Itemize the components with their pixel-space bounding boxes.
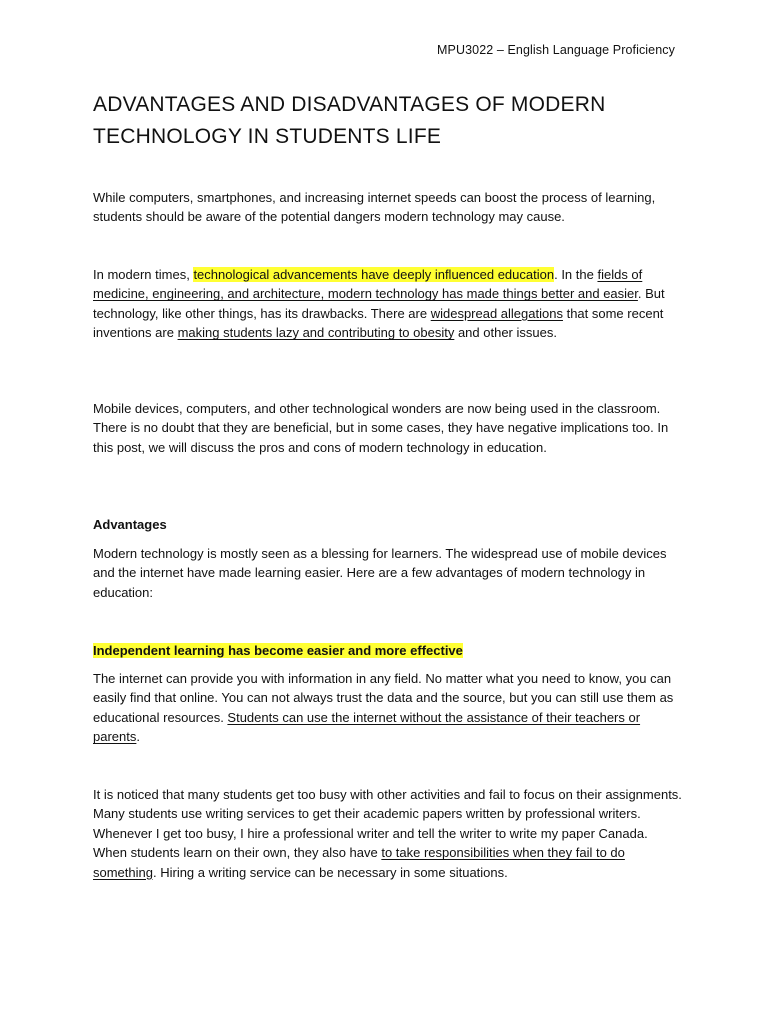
mobile-devices-paragraph: Mobile devices, computers, and other technological wonders are now being used in the classroom. There is no doubt that they are beneficial, but in some cases, they have negative implications too. In this post, we will discuss the pros and cons of modern technology in education. — [93, 401, 669, 455]
highlighted-text: technological advancements have deeply influenced education — [193, 267, 555, 282]
underlined-text-fields: fields of medicine, engineering, and architecture, modern technology has made things better and easier — [93, 267, 643, 302]
subheading-highlight: Independent learning has become easier and more effective — [93, 643, 463, 658]
para2-text-5: and other issues. — [454, 325, 557, 341]
para2-text-3: . But technology, like other things, has its drawbacks. There are — [93, 286, 665, 321]
para2-text-1: In modern times, — [93, 267, 194, 282]
underlined-text-students: Students can use the internet without the assistance of their teachers or parents — [93, 709, 641, 745]
independent-learning-subheading — [93, 641, 683, 660]
underlined-text-responsibilities: to take responsibilities when they fail to do something — [93, 845, 625, 880]
page-title — [93, 89, 693, 153]
para5-text-2: . — [136, 729, 140, 745]
advantages-heading: Advantages — [93, 517, 167, 532]
para6-text-2: . Hiring a writing service can be necessary in some situations. — [152, 864, 508, 880]
underlined-text-allegations: widespread allegations — [430, 305, 563, 321]
technology-influence-paragraph — [93, 265, 683, 343]
writing-services-paragraph — [93, 785, 683, 882]
para5-text-1: The internet can provide you with information in any field. No matter what you need to know, you can easily find that online. You can not always trust the data and the source, but you can still use them as educational resources. — [93, 671, 674, 725]
internet-paragraph — [93, 669, 683, 747]
title-line-1: ADVANTAGES AND DISADVANTAGES OF MODERN — [93, 93, 606, 116]
para6-text-1: It is noticed that many students get too busy with other activities and fail to focus on their assignments. Many students use writing services to get their academic papers written by professional writers. Whenever I get too busy, I hire a professional writer and tell the writer to write my paper Canada. When students learn on their own, they also have — [93, 787, 682, 861]
intro-paragraph: While computers, smartphones, and increasing internet speeds can boost the process of learning, students should be aware of the potential dangers modern technology may cause. — [93, 190, 656, 225]
course-header: MPU3022 – English Language Proficiency — [437, 43, 675, 57]
underlined-text-lazy: making students lazy and contributing to obesity — [177, 325, 455, 341]
advantages-paragraph: Modern technology is mostly seen as a blessing for learners. The widespread use of mobile devices and the internet have made learning easier. Here are a few advantages of modern technology in education: — [93, 546, 667, 600]
para2-text-2: . In the — [554, 267, 598, 282]
para2-text-4: that some recent inventions are — [93, 305, 664, 341]
title-line-2: TECHNOLOGY IN STUDENTS LIFE — [93, 125, 442, 148]
